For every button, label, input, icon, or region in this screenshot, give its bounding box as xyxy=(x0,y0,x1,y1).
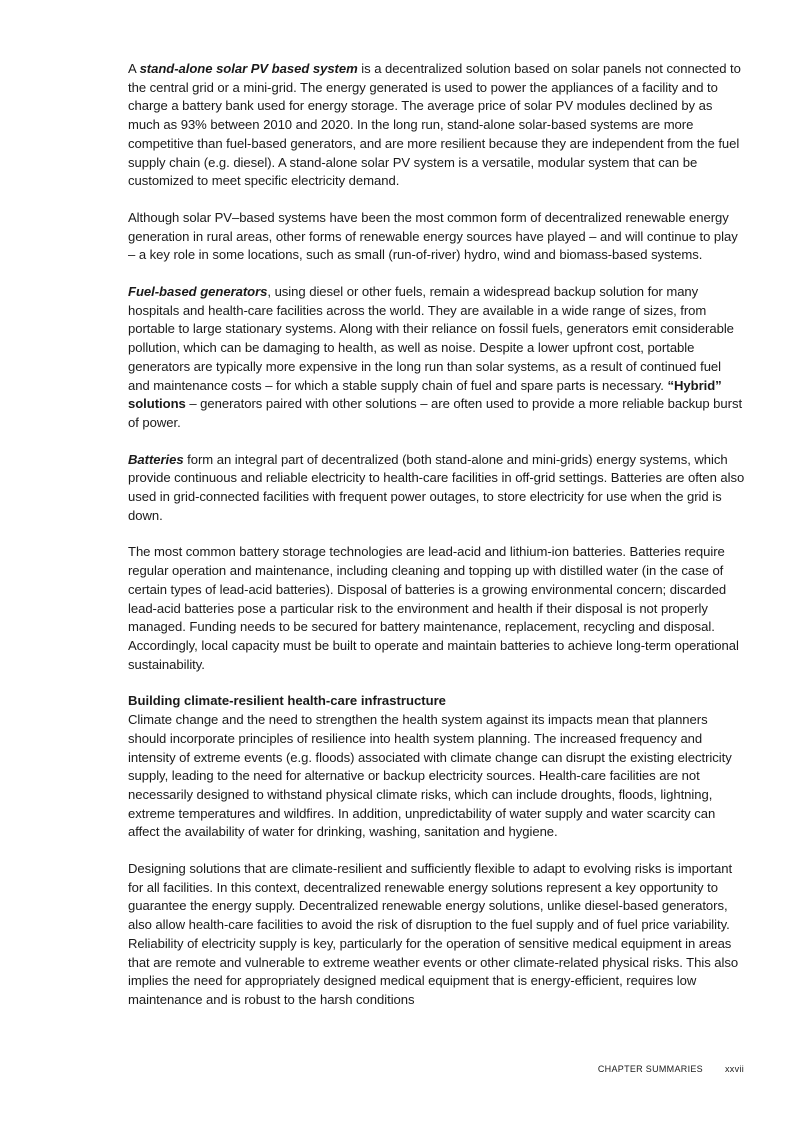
paragraph-text: A xyxy=(128,61,140,76)
paragraph-battery-technologies xyxy=(128,543,746,674)
paragraph-standalone-solar xyxy=(128,60,746,191)
footer-section-title: CHAPTER SUMMARIES xyxy=(597,1064,703,1074)
paragraph-text: The most common battery storage technologies are lead-acid and lithium-ion batteries. Batteries require regular operation and maintenance, including cleaning and topping up with distilled water (in the case of certain types of lead-acid batteries). Disposal of batteries is a growing environmental concern; discarded lead-acid batteries pose a particular risk to the environment and health if their disposal is not properly managed. Funding needs to be secured for battery maintenance, replacement, recycling and disposal. Accordingly, local capacity must be built to operate and maintain batteries to achieve long-term operational sustainability. xyxy=(128,544,739,672)
term-fuel-generators: Fuel-based generators xyxy=(128,284,268,300)
term-standalone-solar: stand-alone solar PV based system xyxy=(139,61,358,76)
paragraph-text: is a decentralized solution based on solar panels not connected to the central grid or a mini-grid. The energy generated is used to power the appliances of a facility and to charge a battery bank used for energy storage. The average price of solar PV modules declined by as much as 93% between 2010 and 2020. In the long run, stand-alone solar-based systems are more competitive than fuel-based generators, and are more resilient because they are independent from the fuel supply chain (e.g. diesel). A stand-alone solar PV system is a versatile, modular system that can be customized to meet specific electricity demand. xyxy=(128,61,741,189)
paragraph-fuel-generators xyxy=(128,283,746,433)
page-footer xyxy=(598,1064,744,1074)
paragraph-text: – generators paired with other solutions – are often used to provide a more reliable backup burst of power. xyxy=(128,396,743,430)
section-heading: Building climate-resilient health-care infrastructure xyxy=(128,693,446,709)
paragraph-text: form an integral part of decentralized (both stand-alone and mini-grids) energy systems, which provide continuous and reliable electricity to health-care facilities in off-grid settings. Batteries are often also used in grid-connected facilities with frequent power outages, to store electricity for use when the grid is down. xyxy=(128,451,745,523)
paragraph-other-renewables xyxy=(128,209,746,265)
page-number: xxvii xyxy=(725,1064,744,1074)
paragraph-text: Designing solutions that are climate-resilient and sufficiently flexible to adapt to evolving risks is important for all facilities. In this context, decentralized renewable energy solutions represent a key opportunity to guarantee the energy supply. Decentralized renewable energy solutions, unlike diesel-based generators, also allow health-care facilities to avoid the risk of disruption to the fuel supply and of fuel price variability. Reliability of electricity supply is key, particularly for the operation of sensitive medical equipment in areas that are remote and vulnerable to extreme weather events or other climate-related physical risks. This also implies the need for appropriately designed medical equipment that is energy-efficient, requires low maintenance and is robust to the harsh conditions xyxy=(128,861,739,1007)
term-hybrid-solutions: “Hybrid” solutions xyxy=(128,377,722,412)
paragraph-text: Although solar PV–based systems have been the most common form of decentralized renewable energy generation in rural areas, other forms of renewable energy sources have played – and will continue to play – a key role in some locations, such as small (run-of-river) hydro, wind and biomass-based systems. xyxy=(128,209,738,263)
page-body xyxy=(128,60,746,1028)
paragraph-text: , using diesel or other fuels, remain a widespread backup solution for many hospitals and health-care facilities across the world. They are available in a wide range of sizes, from portable to large stationary systems. Along with their reliance on fossil fuels, generators emit considerable pollution, which can be damaging to health, as well as noise. Despite a lower upfront cost, portable generators are typically more expensive in the long run than solar systems, as a result of continued fuel and maintenance costs – for which a stable supply chain of fuel and spare parts is necessary. xyxy=(128,284,734,393)
paragraph-climate-resilient-solutions xyxy=(128,860,746,1010)
paragraph-climate-change xyxy=(128,711,746,842)
paragraph-batteries xyxy=(128,451,746,526)
paragraph-text: Climate change and the need to strengthen the health system against its impacts mean that planners should incorporate principles of resilience into health system planning. The increased frequency and intensity of extreme events (e.g. floods) associated with climate change can disrupt the existing electricity supply, leading to the need for alternative or backup electricity sources. Health-care facilities are not necessarily designed to withstand physical climate risks, which can include droughts, floods, lightning, extreme temperatures and wildfires. In addition, unpredictability of water supply and water scarcity can affect the availability of water for drinking, washing, sanitation and hygiene. xyxy=(128,712,732,840)
term-batteries: Batteries xyxy=(128,451,184,467)
